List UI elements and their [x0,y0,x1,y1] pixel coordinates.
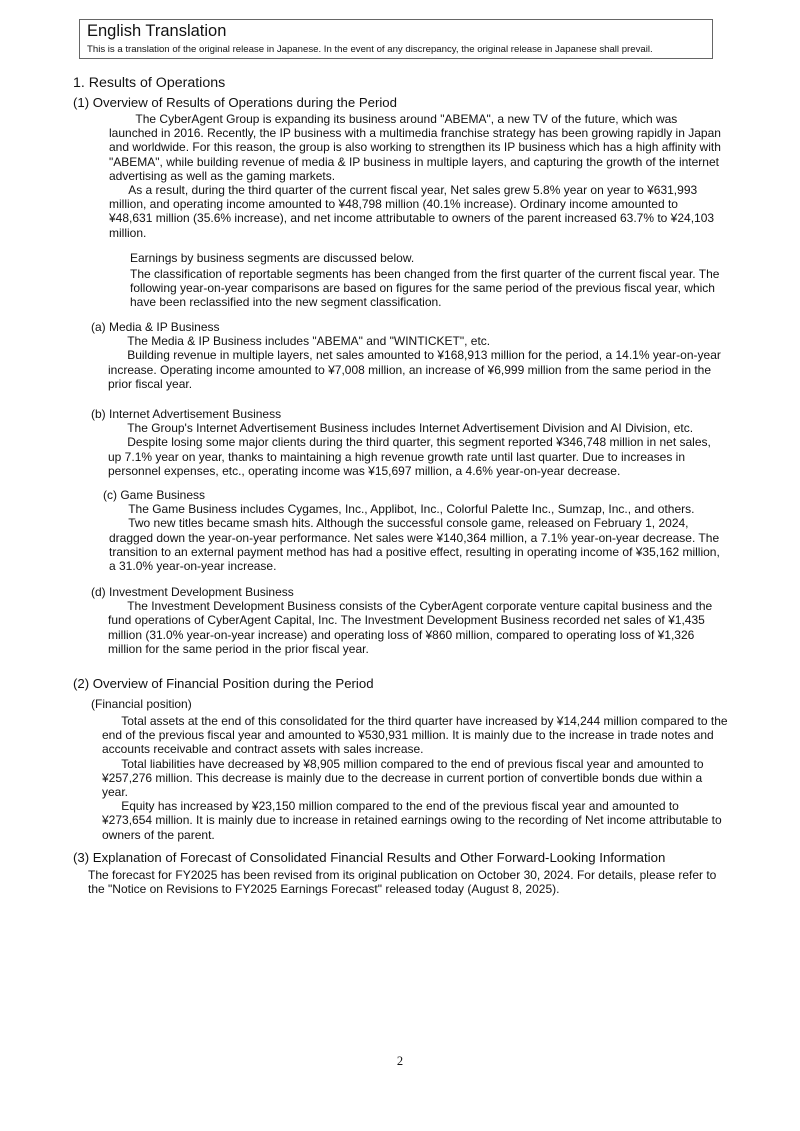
segment-game [103,488,725,573]
financial-position-label: (Financial position) [91,697,192,711]
overview-text-2: As a result, during the third quarter of the current fiscal year, Net sales grew 5.8% year on year to ¥631,993 million, and operating income amounted to ¥48,798 million (40.1% increase). Ordinary income amounted to ¥48,631 million (35.6% increase), and net income attributable to owners of the parent increased 63.7% to ¥24,103 million. [109,183,715,240]
subsection-heading-overview-results: (1) Overview of Results of Operations during the Period [73,95,397,110]
segment-text: Building revenue in multiple layers, net sales amounted to ¥168,913 million for the period, a 14.1% year-on-year increase. Operating income amounted to ¥7,008 million, an increase of ¥6,999 million from the same period in the prior fiscal year. [108,348,721,391]
segment-heading: (c) Game Business [103,488,206,502]
segment-text: Two new titles became smash hits. Although the successful console game, released on February 1, 2024, dragged down the year-on-year performance. Net sales were ¥140,364 million, a 7.1% year-on-year decrease. The transition to an external payment method has had a positive effect, resulting in operating income of ¥35,162 million, a 31.0% year-on-year increase. [109,516,720,574]
subsection-heading-financial-position: (2) Overview of Financial Position during the Period [73,676,374,691]
classification-note [130,267,720,310]
segments-intro [130,251,730,265]
subsection-heading-forecast: (3) Explanation of Forecast of Consolidated Financial Results and Other Forward-Looking Information [73,850,666,865]
segment-internet-ad [91,407,721,478]
segment-investment [91,585,721,656]
total-liabilities-text: Total liabilities have decreased by ¥8,905 million compared to the end of previous fiscal year and amounted to ¥257,276 million. This decrease is mainly due to the decrease in current portion of convertible bonds due within a year. [102,756,704,800]
segment-text: The Game Business includes Cygames, Inc., Applibot, Inc., Colorful Palette Inc., Sumzap, Inc., and others. [128,502,695,517]
overview-text-1: The CyberAgent Group is expanding its business around "ABEMA", a new TV of the future, which was launched in 2016. Recently, the IP business with a multimedia franchise strategy has been growing rapidly in Japan and worldwide. For this reason, the group is also working to strengthen its IP business which has a high affinity with "ABEMA", while building revenue of media & IP business in multiple layers, and capturing the growth of the internet advertising as well as the gaming markets. [109,112,721,183]
segment-heading: (a) Media & IP Business [91,320,220,334]
page-number: 2 [396,1054,404,1068]
section-heading-results: 1. Results of Operations [73,75,226,91]
overview-paragraph-1 [109,112,729,183]
notice-title: English Translation [87,22,227,40]
segment-media-ip [91,320,721,391]
forecast-body [88,868,728,896]
forecast-text: The forecast for FY2025 has been revised from its original publication on October 30, 2024. For details, please refer to the "Notice on Revisions to FY2025 Earnings Forecast" released today (August 8, 2025). [88,868,717,897]
segment-text: The Media & IP Business includes "ABEMA" and "WINTICKET", etc. [127,334,491,349]
total-assets-text: Total assets at the end of this consolidated for the third quarter have increased by ¥14,244 million compared to the end of the previous fiscal year and amounted to ¥530,931 million. It is mainly due to the increase in trade notes and accounts receivable and contract assets with sales increase. [102,714,728,757]
classification-note-text: The classification of reportable segments has been changed from the first quarter of the current fiscal year. The following year-on-year comparisons are based on figures for the same period of the previous fiscal year, which have been reclassified into the new segment classification. [130,267,720,310]
notice-text: This is a translation of the original release in Japanese. In the event of any discrepancy, the original release in Japanese shall prevail. [87,44,653,55]
segment-heading: (b) Internet Advertisement Business [91,407,282,421]
segment-text: The Investment Development Business consists of the CyberAgent corporate venture capital business and the fund operations of CyberAgent Capital, Inc. The Investment Development Business recorded net sales of ¥1,435 million (31.0% year-on-year increase) and operating loss of ¥860 million, compared to operating loss of ¥1,326 million for the same period in the prior fiscal year. [108,599,713,656]
financial-position-body [102,714,730,842]
overview-paragraph-2 [109,183,721,240]
segment-heading: (d) Investment Development Business [91,585,294,599]
segment-text: Despite losing some major clients during the third quarter, this segment reported ¥346,748 million in net sales, up 7.1% year on year, thanks to maintaining a high revenue growth rate until last quarter. Due to increases in personnel expenses, etc., operating income was ¥15,697 million, a 4.6% year-on-year decrease. [108,435,711,478]
segments-intro-text: Earnings by business segments are discussed below. [130,251,415,265]
equity-text: Equity has increased by ¥23,150 million compared to the end of the previous fiscal year and amounted to ¥273,654 million. It is mainly due to increase in retained earnings owing to the recording of Net income attributable to owners of the parent. [102,799,722,842]
segment-text: The Group's Internet Advertisement Business includes Internet Advertisement Division and AI Division, etc. [127,421,694,436]
translation-notice-box [79,19,713,59]
